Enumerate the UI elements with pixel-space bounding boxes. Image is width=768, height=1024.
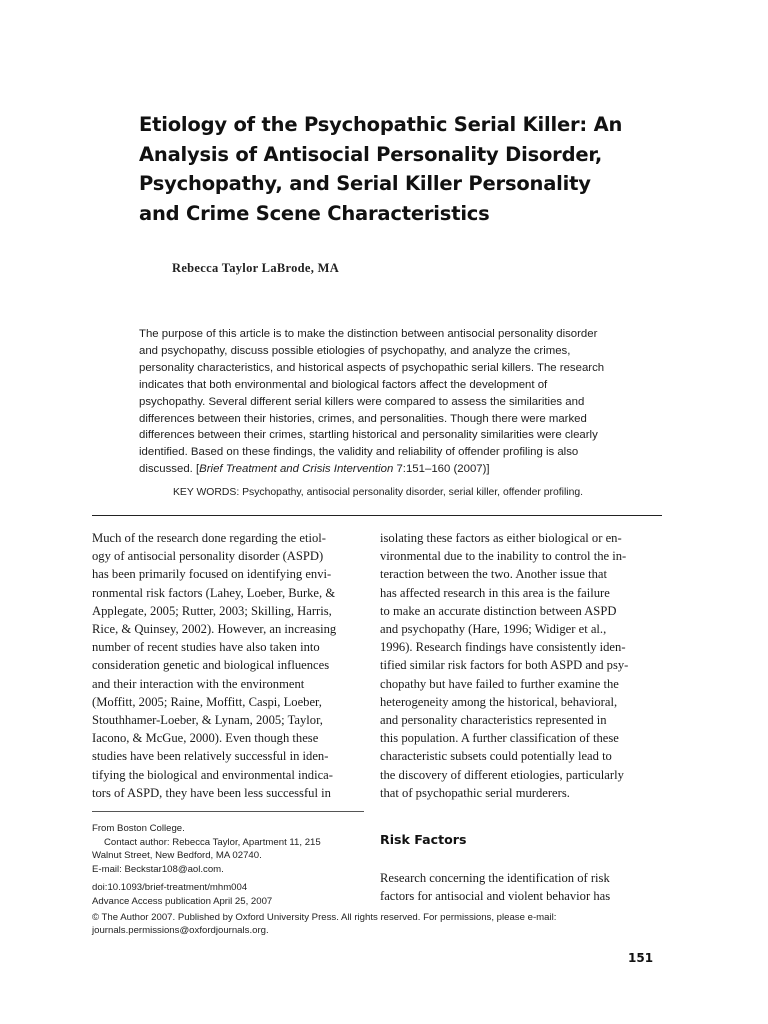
copyright-line: © The Author 2007. Published by Oxford University Press. All rights reserved. For permissions, please e-mail: (92, 912, 557, 923)
section-body (380, 869, 652, 905)
abstract-line: identified. Based on these findings, the validity and reliability of offender profiling is also (139, 446, 579, 459)
abstract-line: personality characteristics, and historical aspects of psychopathic serial killers. The research (139, 361, 605, 374)
key-words: KEY WORDS: Psychopathy, antisocial personality disorder, serial killer, offender profiling. (173, 487, 584, 498)
body-line: and their interaction with the environment (92, 676, 305, 691)
body-line: to make an accurate distinction between ASPD (380, 603, 617, 618)
article-title (139, 110, 659, 228)
contact-line: Walnut Street, New Bedford, MA 02740. (92, 850, 262, 862)
abstract-line: differences between their crimes, startling historical and personality similarities were clearly (139, 429, 598, 442)
body-line: this population. A further classification of these (380, 731, 619, 746)
citation-details: 7:151–160 (2007)] (393, 463, 490, 476)
body-line: tified similar risk factors for both ASPD and psy- (380, 658, 629, 673)
body-line: tifying the biological and environmental indica- (92, 767, 333, 782)
title-line: and Crime Scene Characteristics (139, 201, 490, 225)
body-line: number of recent studies have also taken into (92, 640, 320, 655)
body-line: Iacono, & McGue, 2000). Even though these (92, 731, 319, 746)
advance-access: Advance Access publication April 25, 2007 (92, 895, 273, 907)
abstract-line: The purpose of this article is to make the distinction between antisocial personality disorder (139, 328, 598, 340)
body-line: ronmental risk factors (Lahey, Loeber, Burke, & (92, 585, 336, 600)
body-line: ogy of antisocial personality disorder (ASPD) (92, 549, 324, 564)
section-heading: Risk Factors (380, 832, 467, 847)
journal-name: Brief Treatment and Crisis Intervention (199, 463, 394, 476)
body-line: Rice, & Quinsey, 2002). However, an increasing (92, 622, 337, 637)
body-line: isolating these factors as either biological or en- (380, 531, 622, 545)
author-name: Rebecca Taylor LaBrode, MA (172, 261, 340, 275)
body-line: 1996). Research findings have consistently iden- (380, 640, 626, 655)
body-line: Research concerning the identification of risk (380, 871, 610, 885)
page-number: 151 (628, 951, 654, 965)
body-line: teraction between the two. Another issue that (380, 567, 607, 582)
footnote (92, 822, 372, 909)
body-line: tors of ASPD, they have been less successful in (92, 785, 331, 800)
body-line: characteristic subsets could potentially lead to (380, 749, 612, 764)
abstract-line: psychopathy. Several different serial killers were compared to assess the similarities and (139, 395, 585, 408)
abstract (139, 326, 629, 478)
body-line: Stouthhamer-Loeber, & Lynam, 2005; Taylor, (92, 713, 323, 728)
body-line: (Moffitt, 2005; Raine, Moffitt, Caspi, Loeber, (92, 694, 322, 709)
abstract-line: differences between their histories, crimes, and personalities. Though there were marked (139, 412, 587, 425)
body-line: chopathy but have failed to further examine the (380, 676, 619, 691)
body-line: has been primarily focused on identifying envi- (92, 567, 332, 582)
affiliation: From Boston College. (92, 823, 185, 834)
title-line: Etiology of the Psychopathic Serial Killer: An (139, 113, 623, 136)
abstract-last-text: discussed. [ (139, 463, 200, 476)
abstract-citation-line (139, 461, 629, 478)
doi-link[interactable]: doi:10.1093/brief-treatment/mhm004 (92, 882, 248, 894)
body-line: Much of the research done regarding the etiol- (92, 531, 326, 545)
body-column-right (380, 529, 652, 802)
body-line: vironmental due to the inability to control the in- (380, 549, 627, 564)
body-column-left (92, 529, 364, 802)
copyright-notice (92, 911, 672, 938)
contact-line: Contact author: Rebecca Taylor, Apartment 11, 215 (104, 836, 321, 848)
body-line: and personality characteristics represented in (380, 713, 607, 728)
section-divider (92, 515, 662, 516)
body-line: that of psychopathic serial murderers. (380, 785, 570, 800)
body-line: has affected research in this area is the failure (380, 585, 610, 600)
body-line: Applegate, 2005; Rutter, 2003; Skilling, Harris, (92, 603, 332, 618)
abstract-line: and psychopathy, discuss possible etiologies of psychopathy, and analyze the crimes, (139, 344, 571, 357)
title-line: Psychopathy, and Serial Killer Personality (139, 172, 591, 195)
footnote-divider (92, 811, 364, 812)
abstract-line: indicates that both environmental and biological factors affect the development of (139, 378, 548, 391)
body-line: studies have been relatively successful in iden- (92, 749, 329, 764)
body-line: factors for antisocial and violent behavior has (380, 889, 611, 904)
body-line: heterogeneity among the historical, behavioral, (380, 694, 618, 709)
body-line: and psychopathy (Hare, 1996; Widiger et al., (380, 622, 607, 637)
body-line: consideration genetic and biological influences (92, 658, 330, 673)
title-line: Analysis of Antisocial Personality Disorder, (139, 142, 603, 166)
body-line: the discovery of different etiologies, particularly (380, 767, 624, 782)
email-link[interactable]: E-mail: Beckstar108@aol.com. (92, 863, 224, 875)
permissions-email[interactable]: journals.permissions@oxfordjournals.org. (92, 925, 269, 937)
